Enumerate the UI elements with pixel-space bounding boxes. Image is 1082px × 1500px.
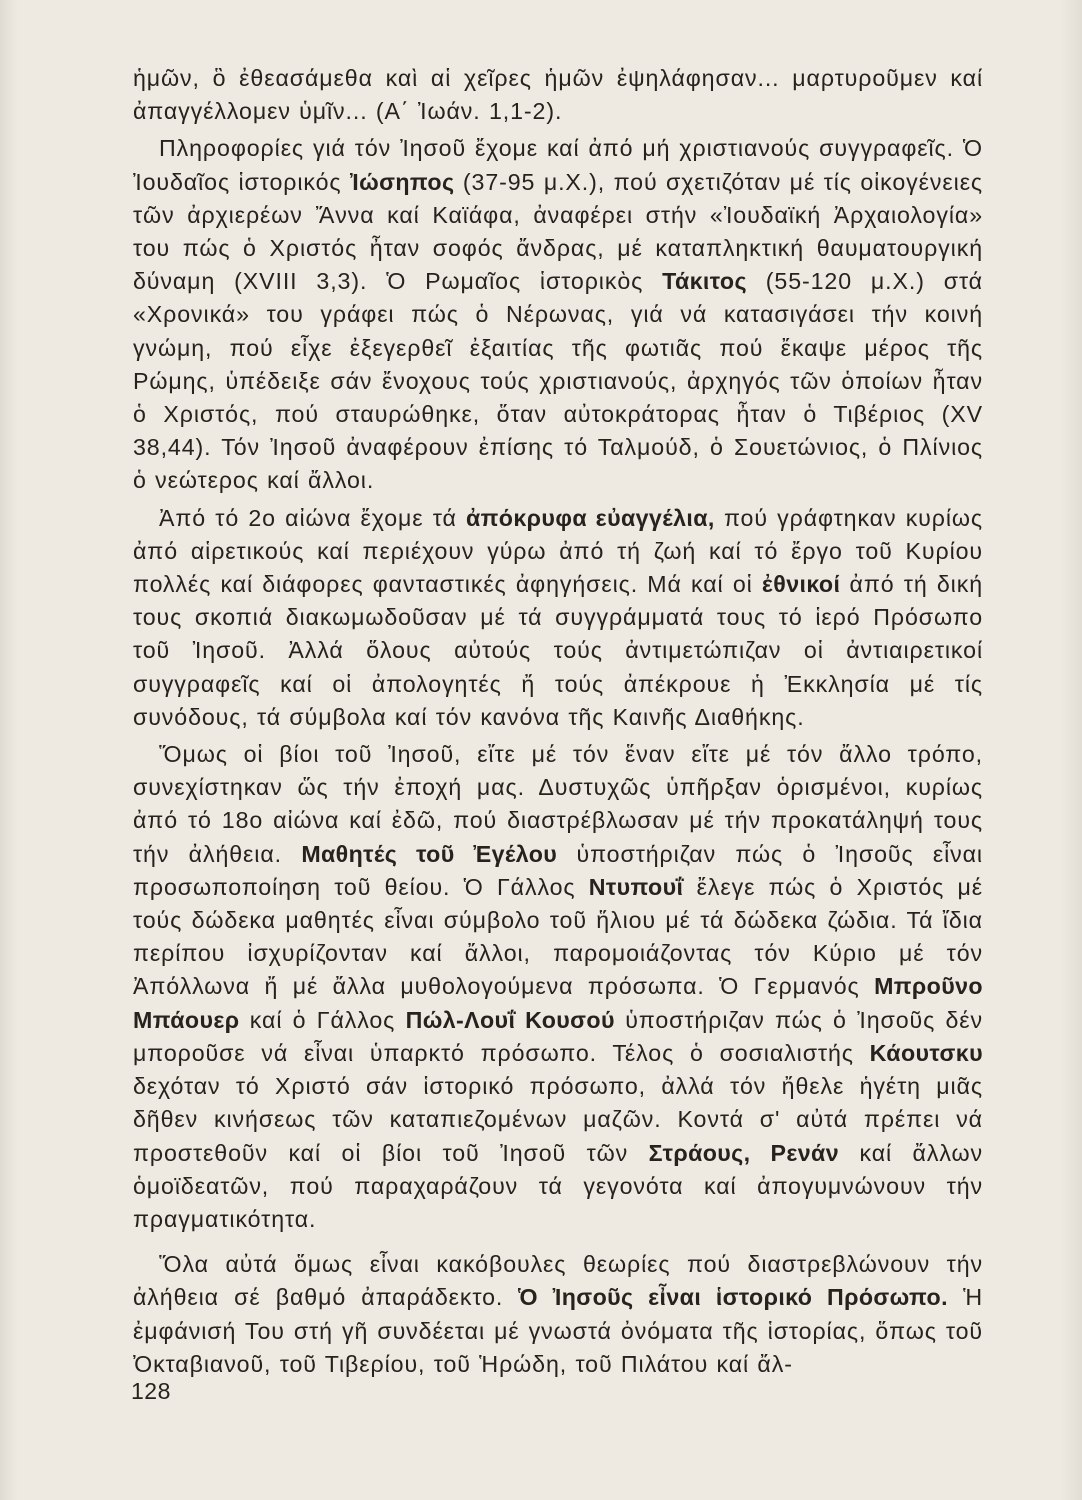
bold-name-tacitus: Τάκιτος xyxy=(662,268,747,295)
text-run: ἀπό τή δική τους σκοπιά διακωμωδοῦσαν μέ τά συγγράμματά τους τό ἱερό Πρόσωπο τοῦ Ἰησοῦ. Ἀλλά ὅλους αὐτούς τούς ἀντιμετώπιζαν οἱ ἀντιαιρετικοί συγγραφεῖς καί οἱ ἀπολογητές ἤ τούς ἀπέκρουε ἡ Ἐκκλησία μέ τίς συνόδους, τά σύμβολα καί τόν κανόνα τῆς Καινῆς Διαθήκης. xyxy=(133,571,983,730)
text-run: Ὅλα αὐτά ὅμως εἶναι κακόβουλες θεωρίες πού διαστρεβλώνουν τήν ἀλήθεια σέ βαθμό ἀπαράδεκτο. xyxy=(133,1251,983,1311)
text-run: ὑποστήριζαν πώς ὁ Ἰησοῦς δέν μποροῦσε νά εἶναι ὑπαρκτό πρόσωπο. Τέλος ὁ σοσιαλιστής xyxy=(133,1006,984,1066)
text-run: ἡμῶν, ὃ ἐθεασάμεθα καὶ αἱ χεῖρες ἡμῶν ἐψηλάφησαν... μαρτυροῦμεν καί ἀπαγγέλλομεν ὑμῖν... (Α΄ Ἰωάν. 1,1-2). xyxy=(133,65,983,125)
paragraph-historical-person xyxy=(133,1248,983,1381)
bold-name-kautsky: Κάουτσκυ xyxy=(869,1039,983,1066)
bold-name-dupuis: Ντυπουΐ xyxy=(588,873,684,900)
bold-name-hegel-students: Μαθητές τοῦ Ἐγέλου xyxy=(301,840,558,867)
bold-term-ethnikoi: ἐθνικοί xyxy=(761,571,841,598)
text-run: καί ὁ Γάλλος xyxy=(239,1006,406,1033)
text-run: καί ἄλλων ὁμοϊδεατῶν, πού παραχαράζουν τά γεγονότα καί ἀπογυμνώνουν τήν πραγματικότητα. xyxy=(133,1139,984,1232)
text-run: (37-95 μ.Χ.), πού σχετιζόταν μέ τίς οἰκογένειες τῶν ἀρχιερέων Ἄννα καί Καϊάφα, ἀναφέρει στήν «Ἰουδαϊκή Ἀρχαιολογία» του πώς ὁ Χριστός ἦταν σοφός ἄνδρας, μέ καταπληκτική θαυματουργική δύναμη (XVIII 3,3). Ὁ Ρωμαῖος ἱστορικὸς xyxy=(133,168,984,295)
bold-name-josephus: Ἰώσηπος xyxy=(350,168,455,195)
text-run: Ἡ ἐμφάνισή Του στή γῆ συνδέεται μέ γνωστά ὀνόματα τῆς ἱστορίας, ὅπως τοῦ Ὀκταβιανοῦ, τοῦ Τιβερίου, τοῦ Ἡρώδη, τοῦ Πιλάτου καί ἄλ- xyxy=(133,1284,983,1377)
text-run: ὑποστήριζαν πώς ὁ Ἰησοῦς εἶναι προσωποποίηση τοῦ θείου. Ὁ Γάλλος xyxy=(133,840,983,900)
bold-name-couchoud: Πώλ-Λουΐ Κουσού xyxy=(405,1006,615,1033)
bold-statement-historical-person: Ὁ Ἰησοῦς εἶναι ἱστορικό Πρόσωπο. xyxy=(518,1284,948,1311)
text-run: Πληροφορίες γιά τόν Ἰησοῦ ἔχομε καί ἀπό μή χριστιανούς συγγραφεῖς. Ὁ Ἰουδαῖος ἱστορικός xyxy=(133,135,983,195)
bold-name-bauer: Μπροῦνο Μπάουερ xyxy=(133,973,983,1033)
text-run: δεχόταν τό Χριστό σάν ἱστορικό πρόσωπο, ἀλλά τόν ἤθελε ἡγέτη μιᾶς δῆθεν κινήσεως τῶν καταπιεζομένων μαζῶν. Κοντά σ' αὐτά πρέπει νά προστεθοῦν καί οἱ βίοι τοῦ Ἰησοῦ τῶν xyxy=(133,1073,983,1166)
paragraph-lives-of-jesus xyxy=(133,738,983,1236)
bold-term-apocrypha: ἀπόκρυφα εὐαγγέλια, xyxy=(465,504,715,531)
text-run: ἔλεγε πώς ὁ Χριστός μέ τούς δώδεκα μαθητές εἶναι σύμβολο τοῦ ἥλιου μέ τά δώδεκα ζώδια. Τά ἴδια περίπου ἰσχυρίζονταν καί ἄλλοι, παρομοιάζοντας τόν Κύριο μέ τόν Ἀπόλλωνα ἤ μέ ἄλλα μυθολογούμενα πρόσωπα. Ὁ Γερμανός xyxy=(133,873,983,1000)
bold-name-strauss-renan: Στράους, Ρενάν xyxy=(648,1139,839,1166)
paragraph-historical-sources xyxy=(133,132,983,497)
text-run: Ὅμως οἱ βίοι τοῦ Ἰησοῦ, εἴτε μέ τόν ἕναν εἴτε μέ τόν ἄλλο τρόπο, συνεχίστηκαν ὥς τήν ἐποχή μας. Δυστυχῶς ὑπῆρξαν ὁρισμένοι, κυρίως ἀπό τό 18ο αἰώνα καί ἐδῶ, πού διαστρέβλωσαν μέ τήν προκατάληψή τους τήν ἀλήθεια. xyxy=(133,741,983,867)
body-text xyxy=(133,62,983,1381)
text-run: Ἀπό τό 2ο αἰώνα ἔχομε τά xyxy=(159,504,466,531)
page-number: 128 xyxy=(131,1378,171,1404)
paragraph-quote-continuation xyxy=(133,62,983,128)
text-run: (55-120 μ.Χ.) στά «Χρονικά» του γράφει πώς ὁ Νέρωνας, γιά νά κατασιγάσει τήν κοινή γνώμη, πού εἶχε ἐξεγερθεῖ ἐξαιτίας τῆς φωτιᾶς πού ἔκαψε μέρος τῆς Ρώμης, ὑπέδειξε σάν ἔνοχους τούς χριστιανούς, ἀρχηγός τῶν ὁποίων ἦταν ὁ Χριστός, πού σταυρώθηκε, ὅταν αὐτοκράτορας ἦταν ὁ Τιβέριος (XV 38,44). Τόν Ἰησοῦ ἀναφέρουν ἐπίσης τό Ταλμούδ, ὁ Σουετώνιος, ὁ Πλίνιος ὁ νεώτερος καί ἄλλοι. xyxy=(133,268,983,494)
paragraph-apocrypha xyxy=(133,502,983,734)
text-run: πού γράφτηκαν κυρίως ἀπό αἱρετικούς καί περιέχουν γύρω ἀπό τή ζωή καί τό ἔργο τοῦ Κυρίου πολλές καί διάφορες φανταστικές ἀφηγήσεις. Μά καί οἱ xyxy=(133,504,983,598)
